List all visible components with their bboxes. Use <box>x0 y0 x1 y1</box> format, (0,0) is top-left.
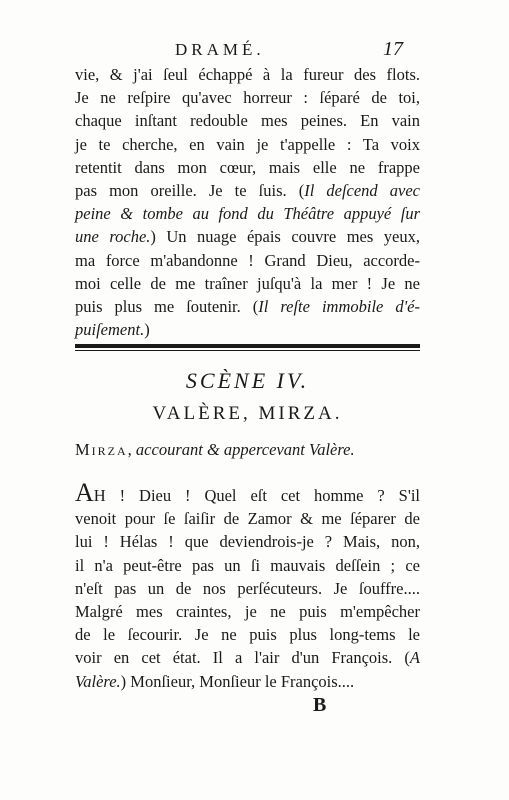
text-line: de le ſecourir. Je ne puis plus long-tems le <box>75 625 420 645</box>
text-span: voir en cet état. Il a l'air d'un François. ( <box>75 648 410 668</box>
text-line: je te cherche, en vain je t'appelle : Ta voix <box>75 134 420 154</box>
stage-direction: puiſement. <box>75 320 145 340</box>
section-rule-thin <box>75 350 420 351</box>
stage-direction: Valère. <box>75 671 121 691</box>
speech-paragraph <box>75 478 420 693</box>
text-line <box>75 202 420 225</box>
text-line <box>75 225 420 248</box>
text-span: puis plus me ſoutenir. ( <box>75 297 259 317</box>
text-line: n'eſt pas un de nos perſécuteurs. Je ſouffre.... <box>75 578 420 598</box>
speaker-name: Mirza <box>75 440 128 459</box>
section-rule-thick <box>75 344 420 348</box>
running-head <box>0 40 509 64</box>
text-span: ) Monſieur, Monſieur le François.... <box>120 671 355 691</box>
text-line <box>75 318 420 341</box>
stage-direction: Il reſte immobile d'é- <box>258 297 420 317</box>
text-line: chaque inſtant redouble mes peines. En vain <box>75 111 420 131</box>
text-line <box>75 670 420 693</box>
stage-direction: Il deſcend avec <box>304 181 420 201</box>
text-line: Malgré mes craintes, je ne puis m'empêcher <box>75 602 420 622</box>
text-line: venoit pour ſe ſaiſir de Zamor & me ſéparer de <box>75 509 420 529</box>
scene-characters: VALÈRE, MIRZA. <box>152 403 343 424</box>
text-span: pas mon oreille. Je te ſuis. ( <box>75 181 305 201</box>
stage-direction: une roche. <box>75 227 151 247</box>
running-title: DRAMÉ. <box>175 40 265 59</box>
text-line: ma force m'abandonne ! Grand Dieu, accorde- <box>75 250 420 270</box>
scene-heading: SCÈNE IV. <box>185 368 310 393</box>
text-span: H ! Dieu ! Quel eſt cet homme ? S'il <box>93 486 420 505</box>
speaker-separator: , <box>127 440 136 459</box>
text-line <box>75 295 420 318</box>
stage-direction: A <box>409 648 420 668</box>
text-span: ) <box>144 320 150 340</box>
stage-direction: peine & tombe au fond du Théâtre appuyé ſur <box>75 204 420 224</box>
page-number: 17 <box>383 38 403 60</box>
signature-mark: B <box>313 694 327 716</box>
text-line: retentit dans mon cœur, mais elle ne frappe <box>75 157 420 177</box>
monologue-paragraph <box>75 63 420 341</box>
text-line: vie, & j'ai ſeul échappé à la fureur des flots. <box>75 65 420 84</box>
text-line <box>75 478 420 507</box>
text-line <box>75 179 420 202</box>
speaker-direction: accourant & appercevant Valère. <box>135 440 355 459</box>
text-span: ) Un nuage épais couvre mes yeux, <box>150 227 420 247</box>
text-line: moi celle de me traîner juſqu'à la mer ! Je ne <box>75 273 420 293</box>
speaker-line <box>75 440 420 460</box>
text-line: Je ne reſpire qu'avec horreur : ſéparé de toi, <box>75 88 420 108</box>
text-line <box>75 646 420 669</box>
drop-cap: A <box>75 478 94 507</box>
text-line: lui ! Hélas ! que deviendrois-je ? Mais, non, <box>75 532 420 552</box>
text-line: il n'a peut-être pas un ſi mauvais deſſein ; ce <box>75 555 420 575</box>
